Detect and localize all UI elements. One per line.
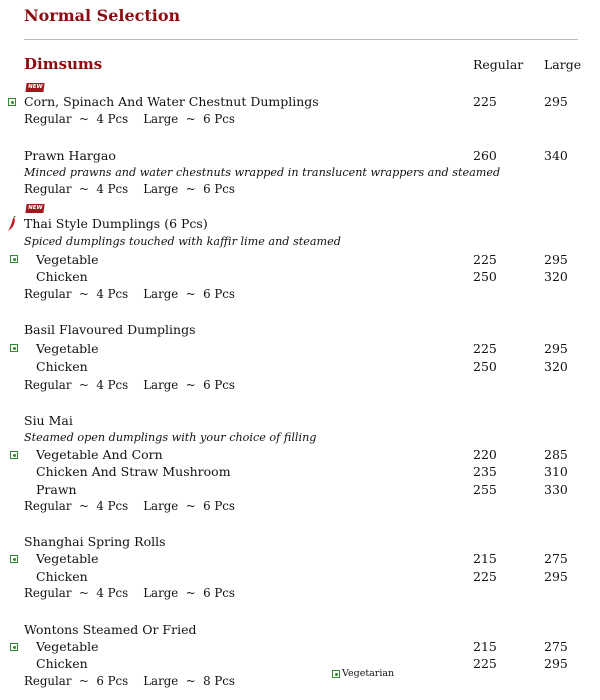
price-regular: 225 [473,252,497,267]
veg-icon [10,255,18,263]
price-large: 295 [544,252,568,267]
price-regular: 225 [473,341,497,356]
menu-item-description: Steamed open dumplings with your choice of filling [24,431,317,444]
menu-item-name: Wontons Steamed Or Fried [24,622,197,637]
veg-icon [10,643,18,651]
price-regular: 250 [473,359,497,374]
price-large: 310 [544,464,568,479]
variant-name: Chicken And Straw Mushroom [36,464,231,479]
price-large: 320 [544,359,568,374]
section-title: Dimsums [24,55,103,73]
price-large: 320 [544,269,568,284]
price-large: 275 [544,551,568,566]
menu-item-description: Spiced dumplings touched with kaffir lime and steamed [24,235,341,248]
legend-veg-icon [332,670,340,678]
portion-sizes: Regular ~ 4 Pcs Large ~ 6 Pcs [24,499,235,513]
price-regular: 220 [473,447,497,462]
portion-sizes: Regular ~ 4 Pcs Large ~ 6 Pcs [24,112,235,126]
price-large: 295 [544,94,568,109]
price-regular: 260 [473,148,497,163]
portion-sizes: Regular ~ 4 Pcs Large ~ 6 Pcs [24,586,235,600]
veg-icon [10,555,18,563]
menu-item-name: Basil Flavoured Dumplings [24,322,196,337]
portion-sizes: Regular ~ 4 Pcs Large ~ 6 Pcs [24,287,235,301]
portion-sizes: Regular ~ 6 Pcs Large ~ 8 Pcs [24,674,235,688]
variant-name: Prawn [36,482,77,497]
column-header-large: Large [544,57,582,72]
price-large: 285 [544,447,568,462]
new-badge-icon: NEW [25,204,45,213]
price-regular: 225 [473,569,497,584]
price-regular: 255 [473,482,497,497]
variant-name: Chicken [36,359,88,374]
price-large: 295 [544,656,568,671]
variant-name: Vegetable [36,551,99,566]
portion-sizes: Regular ~ 4 Pcs Large ~ 6 Pcs [24,182,235,196]
price-large: 295 [544,341,568,356]
price-large: 330 [544,482,568,497]
menu-item-name: Corn, Spinach And Water Chestnut Dumplings [24,94,319,109]
page-title: Normal Selection [24,6,181,25]
price-large: 275 [544,639,568,654]
menu-item-name: Thai Style Dumplings (6 Pcs) [24,216,208,231]
veg-icon [10,344,18,352]
variant-name: Chicken [36,569,88,584]
price-large: 340 [544,148,568,163]
column-header-regular: Regular [473,57,524,72]
chili-icon [7,216,17,232]
veg-icon [8,98,16,106]
variant-name: Chicken [36,656,88,671]
menu-item-description: Minced prawns and water chestnuts wrapped in translucent wrappers and steamed [24,166,501,179]
price-large: 295 [544,569,568,584]
menu-item-name: Shanghai Spring Rolls [24,534,166,549]
price-regular: 225 [473,656,497,671]
legend-label: Vegetarian [342,668,395,679]
portion-sizes: Regular ~ 4 Pcs Large ~ 6 Pcs [24,378,235,392]
price-regular: 225 [473,94,497,109]
menu-item-name: Siu Mai [24,413,73,428]
new-badge-icon: NEW [25,83,45,92]
menu-item-name: Prawn Hargao [24,148,116,163]
variant-name: Vegetable [36,639,99,654]
price-regular: 235 [473,464,497,479]
variant-name: Vegetable [36,341,99,356]
price-regular: 215 [473,551,497,566]
variant-name: Vegetable [36,252,99,267]
veg-icon [10,451,18,459]
title-divider [24,39,578,40]
variant-name: Vegetable And Corn [36,447,163,462]
variant-name: Chicken [36,269,88,284]
price-regular: 250 [473,269,497,284]
price-regular: 215 [473,639,497,654]
